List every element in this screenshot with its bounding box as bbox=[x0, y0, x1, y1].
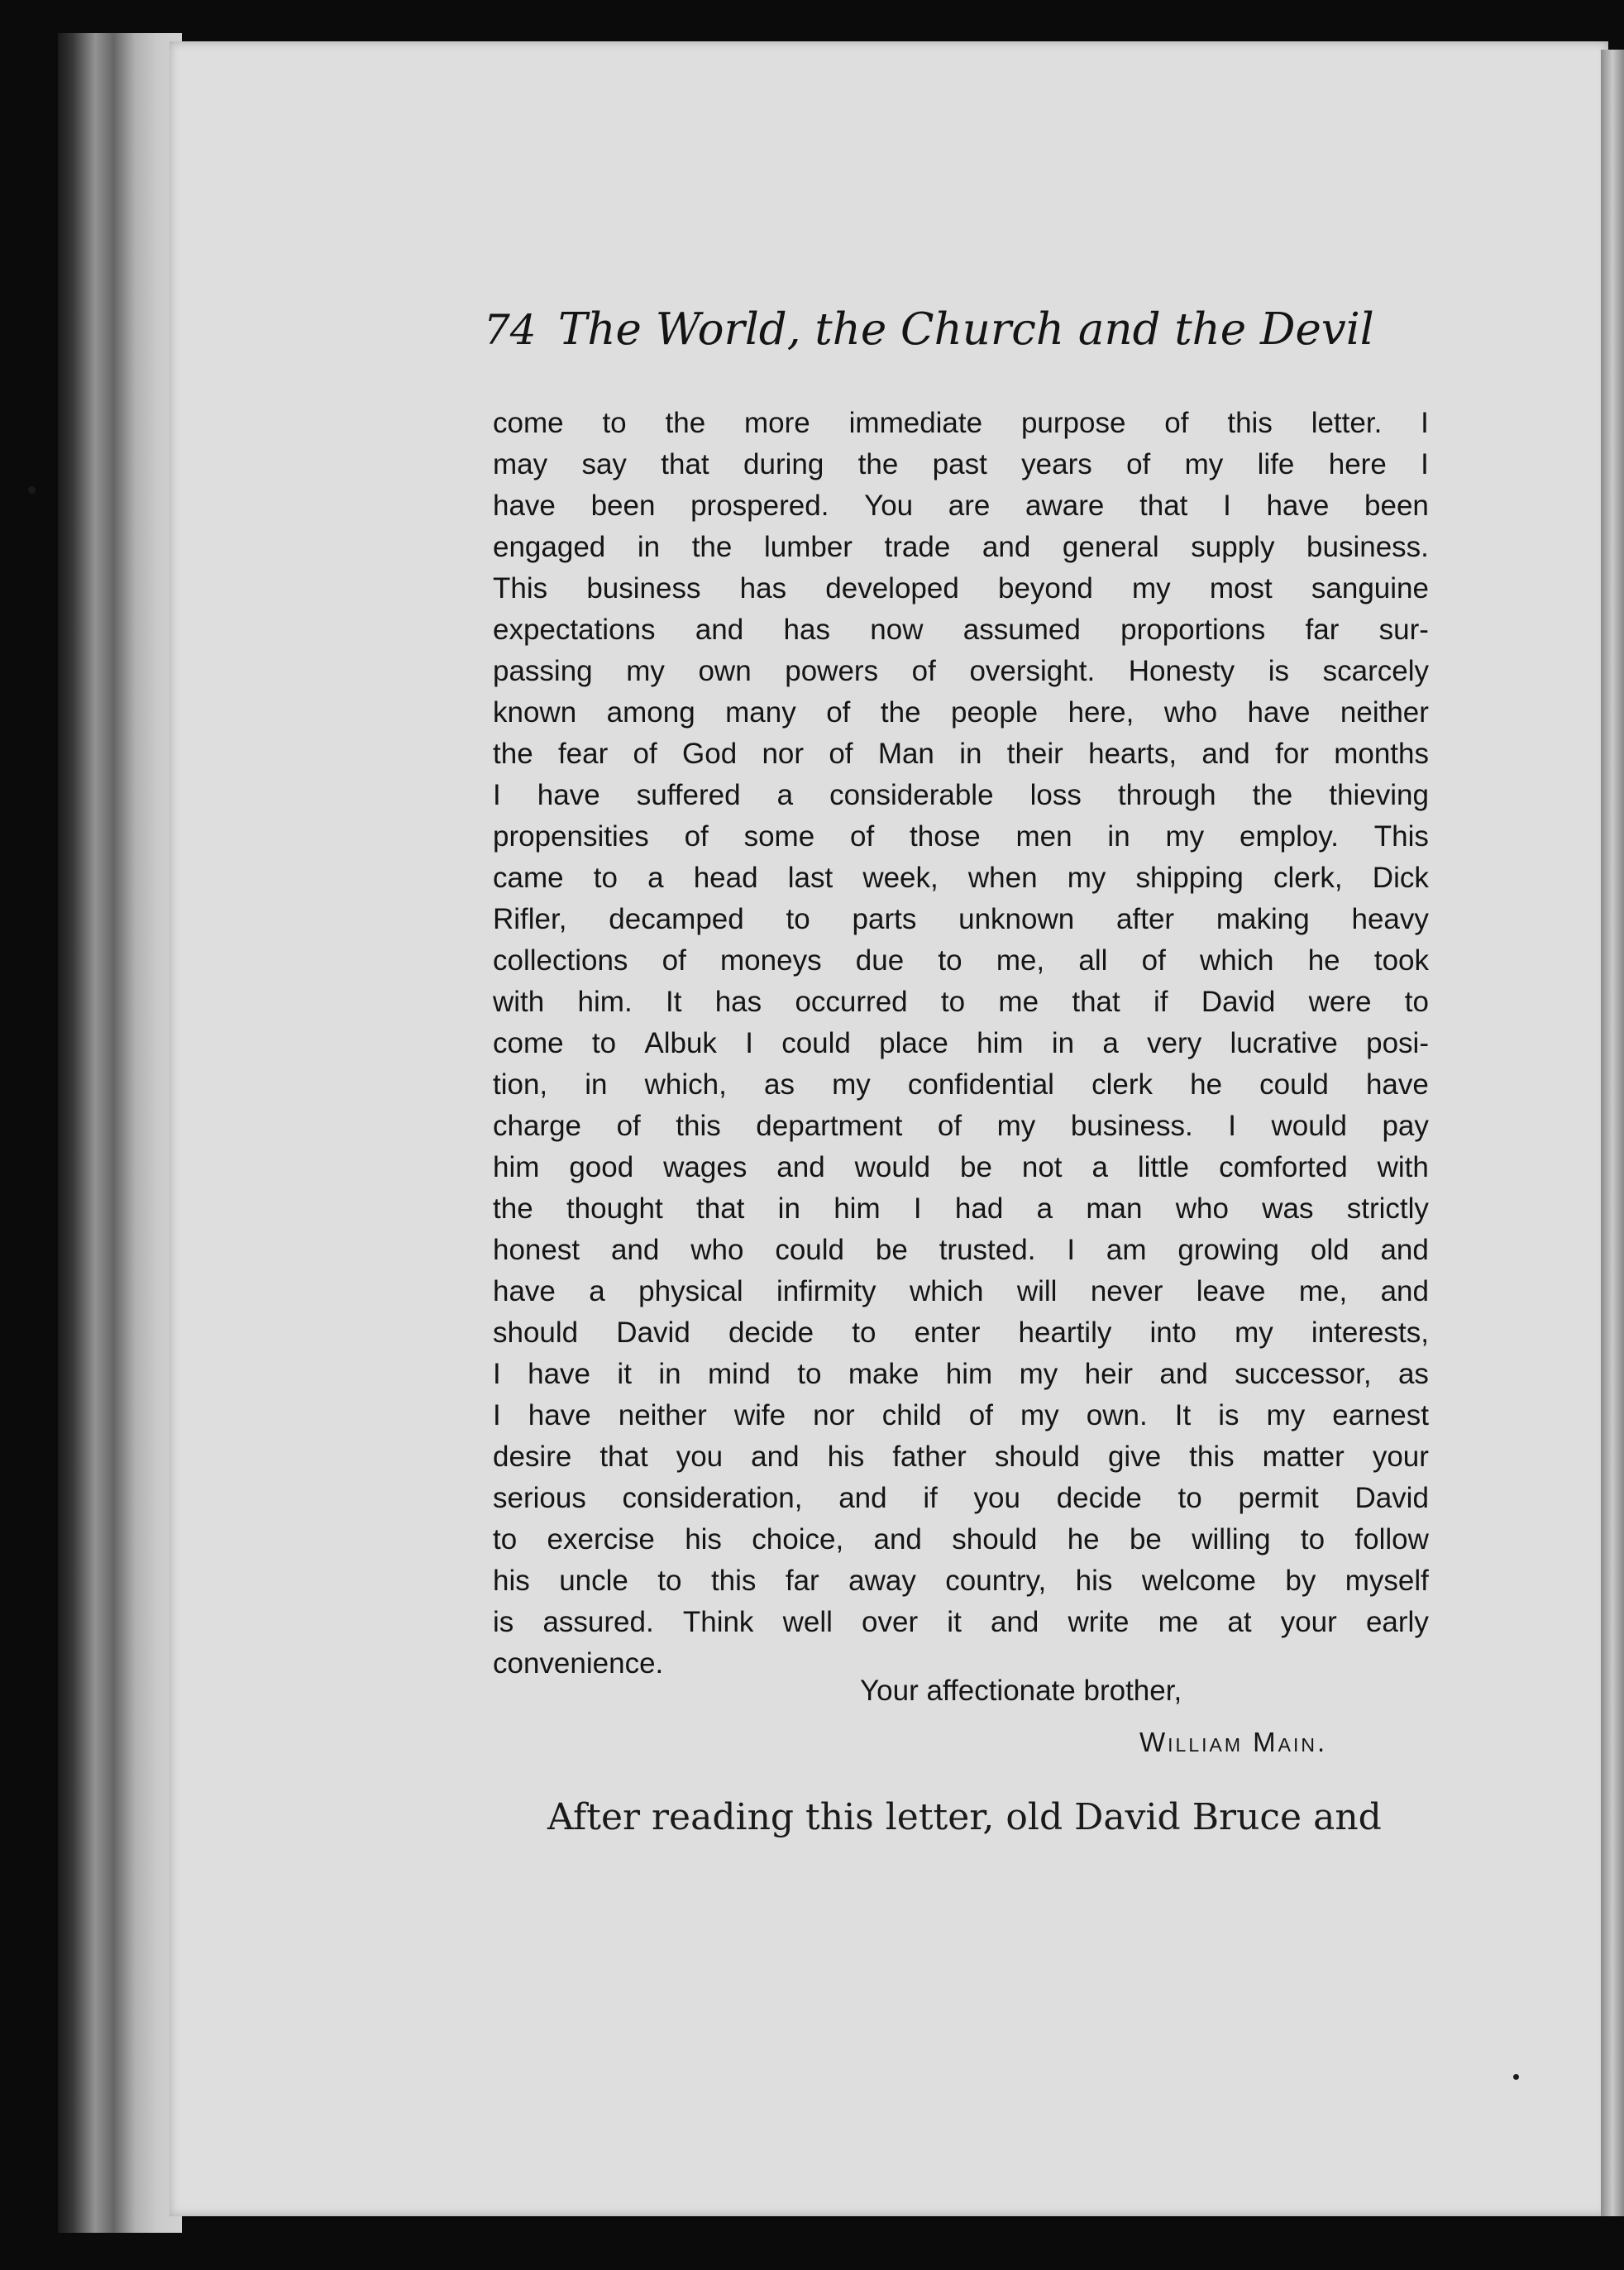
text-line: propensities of some of those men in my employ. This bbox=[493, 820, 1429, 853]
page-number: 74 bbox=[484, 306, 537, 354]
letter-closing: Your affectionate brother, bbox=[860, 1675, 1182, 1707]
text-line: tion, in which, as my confidential clerk he could have bbox=[493, 1068, 1429, 1101]
text-line: collections of moneys due to me, all of which he took bbox=[493, 944, 1429, 977]
text-line: come to Albuk I could place him in a very lucrative posi- bbox=[493, 1027, 1429, 1059]
text-line: known among many of the people here, who have neither bbox=[493, 696, 1429, 729]
letter-body bbox=[493, 403, 1429, 1685]
text-line: is assured. Think well over it and write me at your early bbox=[493, 1606, 1429, 1638]
text-line: the thought that in him I had a man who was strictly bbox=[493, 1192, 1429, 1225]
text-line: him good wages and would be not a little comforted with bbox=[493, 1151, 1429, 1183]
text-line: convenience. bbox=[493, 1647, 664, 1680]
text-line: have been prospered. You are aware that I have been bbox=[493, 490, 1429, 522]
text-line: with him. It has occurred to me that if David were to bbox=[493, 986, 1429, 1018]
text-line: I have suffered a considerable loss through the thieving bbox=[493, 779, 1429, 811]
text-line: This business has developed beyond my most sanguine bbox=[493, 572, 1429, 605]
text-line: desire that you and his father should give this matter your bbox=[493, 1441, 1429, 1473]
page-right-edge bbox=[1601, 50, 1624, 2216]
text-line: honest and who could be trusted. I am growing old and bbox=[493, 1234, 1429, 1266]
scan-speck bbox=[1513, 2074, 1519, 2080]
book-spine bbox=[58, 33, 182, 2233]
text-line: have a physical infirmity which will never leave me, and bbox=[493, 1275, 1429, 1307]
text-line: I have neither wife nor child of my own. It is my earnest bbox=[493, 1399, 1429, 1431]
text-line: to exercise his choice, and should he be willing to follow bbox=[493, 1523, 1429, 1556]
text-line: I have it in mind to make him my heir and successor, as bbox=[493, 1358, 1429, 1390]
scan-speck bbox=[28, 486, 36, 494]
running-header bbox=[484, 304, 1426, 362]
text-line: expectations and has now assumed proportions far sur- bbox=[493, 614, 1429, 646]
text-line: come to the more immediate purpose of this letter. I bbox=[493, 407, 1429, 439]
text-line: serious consideration, and if you decide to permit David bbox=[493, 1482, 1429, 1514]
text-line: may say that during the past years of my life here I bbox=[493, 448, 1429, 480]
continuation-line: After reading this letter, old David Bruce and bbox=[547, 1796, 1382, 1838]
text-line: charge of this department of my business. I would pay bbox=[493, 1110, 1429, 1142]
text-line: the fear of God nor of Man in their hearts, and for months bbox=[493, 738, 1429, 770]
text-line: should David decide to enter heartily into my interests, bbox=[493, 1317, 1429, 1349]
text-line: passing my own powers of oversight. Honesty is scarcely bbox=[493, 655, 1429, 687]
letter-signature: William Main. bbox=[1139, 1727, 1328, 1757]
running-title: The World, the Church and the Devil bbox=[558, 304, 1374, 355]
text-line: came to a head last week, when my shipping clerk, Dick bbox=[493, 862, 1429, 894]
text-line: engaged in the lumber trade and general supply business. bbox=[493, 531, 1429, 563]
text-line: his uncle to this far away country, his welcome by myself bbox=[493, 1565, 1429, 1597]
text-line: Rifler, decamped to parts unknown after making heavy bbox=[493, 903, 1429, 935]
